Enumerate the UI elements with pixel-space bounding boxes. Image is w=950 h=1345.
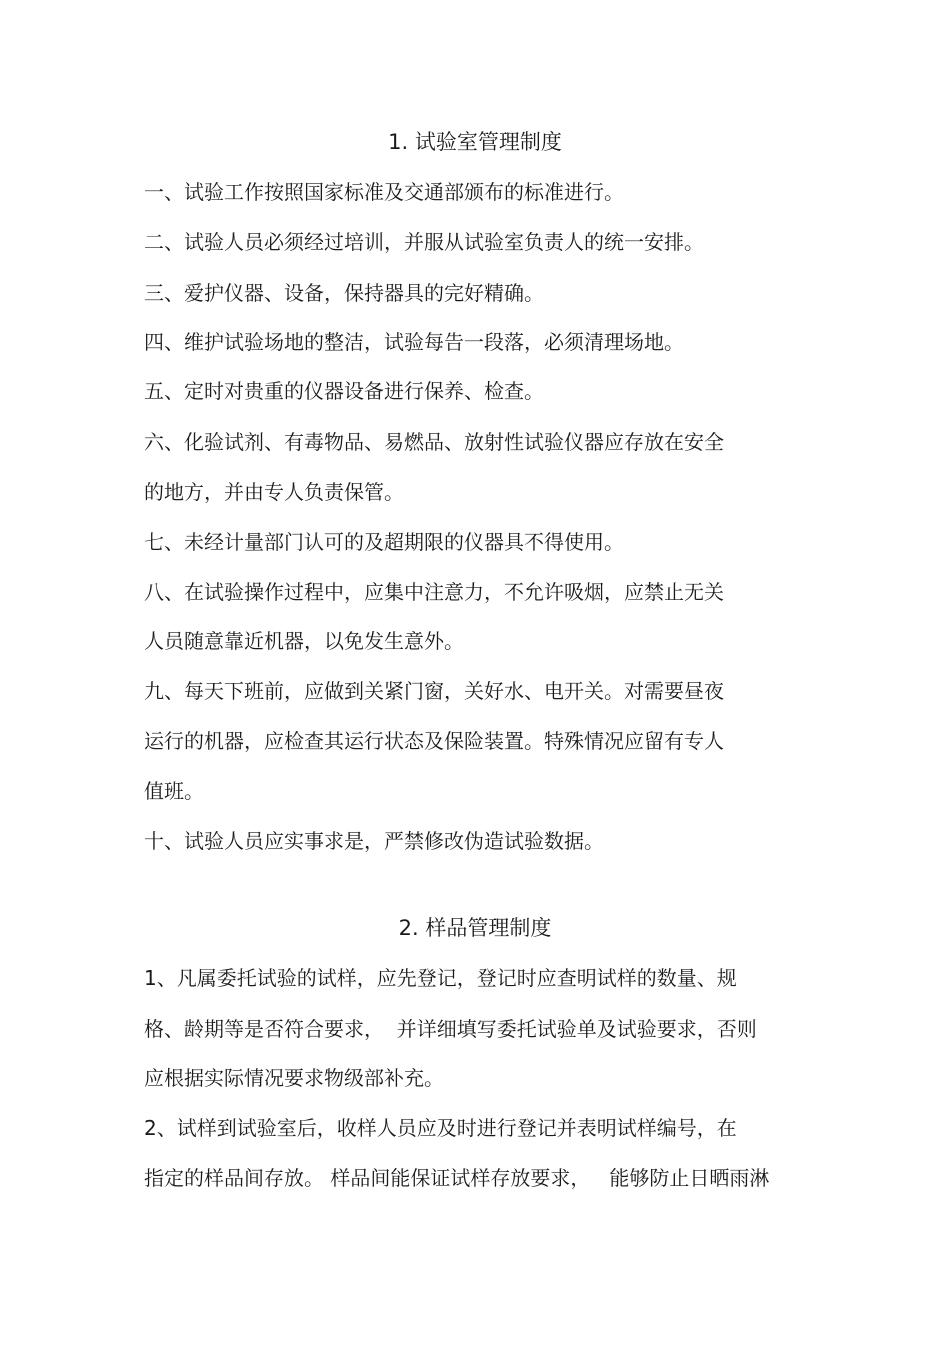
rule-line-continued: 运行的机器，应检查其运行状态及保险装置。特殊情况应留有专人 (144, 729, 724, 753)
rule-line-continued: 的地方，并由专人负责保管。 (144, 480, 404, 504)
section-2-title: 2. 样品管理制度 (398, 916, 552, 940)
rule-line-continued: 人员随意靠近机器，以免发生意外。 (144, 629, 464, 653)
rule-line-continued: 格、龄期等是否符合要求， 并详细填写委托试验单及试验要求，否则 (144, 1017, 757, 1041)
section-1-title: 1. 试验室管理制度 (388, 130, 562, 154)
rule-line: 2、试样到试验室后，收样人员应及时进行登记并表明试样编号，在 (144, 1116, 737, 1140)
rule-line-continued: 指定的样品间存放。 样品间能保证试样存放要求， 能够防止日晒雨淋 (144, 1166, 770, 1190)
rule-line-continued: 值班。 (144, 779, 204, 803)
rule-line: 九、每天下班前，应做到关紧门窗，关好水、电开关。对需要昼夜 (144, 679, 724, 703)
rule-line: 七、未经计量部门认可的及超期限的仪器具不得使用。 (144, 530, 624, 554)
rule-line: 四、维护试验场地的整洁，试验每告一段落，必须清理场地。 (144, 330, 684, 354)
rule-line: 三、爱护仪器、设备，保持器具的完好精确。 (144, 281, 544, 305)
rule-line: 十、试验人员应实事求是，严禁修改伪造试验数据。 (144, 829, 604, 853)
rule-line: 二、试验人员必须经过培训，并服从试验室负责人的统一安排。 (144, 230, 704, 254)
rule-line-continued: 应根据实际情况要求物级部补充。 (144, 1066, 444, 1090)
rule-line: 一、试验工作按照国家标准及交通部颁布的标准进行。 (144, 180, 624, 204)
rule-line: 五、定时对贵重的仪器设备进行保养、检查。 (144, 379, 544, 403)
rule-line: 1、凡属委托试验的试样，应先登记，登记时应查明试样的数量、规 (144, 966, 737, 990)
rule-line: 八、在试验操作过程中，应集中注意力，不允许吸烟，应禁止无关 (144, 580, 724, 604)
rule-line: 六、化验试剂、有毒物品、易燃品、放射性试验仪器应存放在安全 (144, 430, 724, 454)
